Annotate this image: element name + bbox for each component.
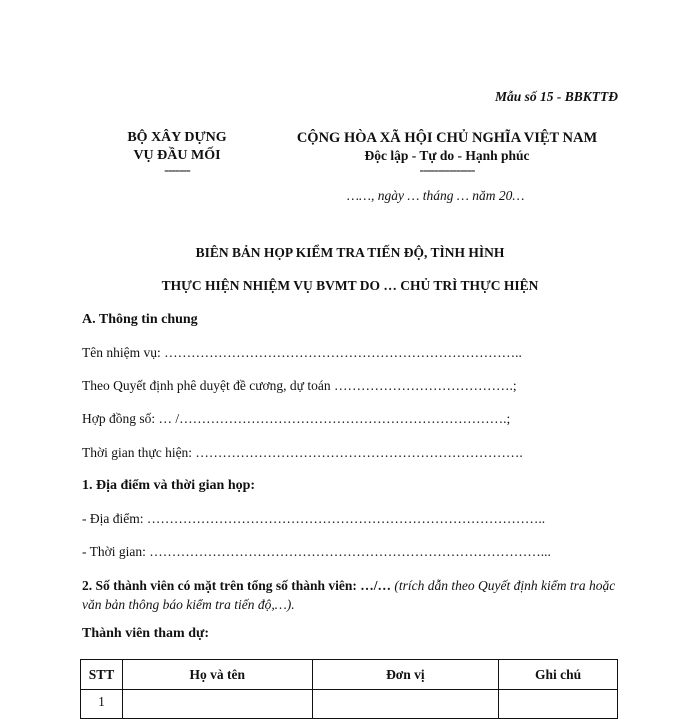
contract-line: Hợp đồng số: … /……………………………………………………………….; <box>82 411 511 426</box>
nation-header <box>282 129 612 177</box>
attendance-label: 2. Số thành viên có mặt trên tổng số thành viên <box>82 578 353 593</box>
header-unit: Đơn vị <box>312 660 499 690</box>
table-header-row <box>81 660 618 690</box>
date-line: ……, ngày … tháng … năm 20… <box>347 188 525 203</box>
cell-full-name <box>122 690 312 719</box>
cell-unit <box>312 690 499 719</box>
cell-note <box>499 690 618 719</box>
document-title-line-1: BIÊN BẢN HỌP KIỂM TRA TIẾN ĐỘ, TÌNH HÌNH <box>195 245 505 260</box>
members-table <box>80 659 618 719</box>
section-a-heading: A. Thông tin chung <box>82 312 198 327</box>
header-stt: STT <box>81 660 123 690</box>
time-line: - Thời gian: ……………………………………………………………………………... <box>82 544 551 559</box>
document-title-line-2: THỰC HIỆN NHIỆM VỤ BVMT DO … CHỦ TRÌ THỰC HIỆN <box>161 278 539 293</box>
duration-line: Thời gian thực hiện: ………………………………………………………………. <box>82 445 523 460</box>
members-heading: Thành viên tham dự: <box>82 626 210 641</box>
attendance-paragraph <box>82 576 622 614</box>
header-note: Ghi chú <box>499 660 618 690</box>
agency-header <box>107 129 247 177</box>
header-full-name: Họ và tên <box>122 660 312 690</box>
nation-motto: Độc lập - Tự do - Hạnh phúc <box>364 148 530 163</box>
agency-divider: ------- <box>164 163 190 178</box>
table-row <box>81 690 618 719</box>
task-name-line: Tên nhiệm vụ: …………………………………………………………………….. <box>82 345 522 360</box>
nation-name: CỘNG HÒA XÃ HỘI CHỦ NGHĨA VIỆT NAM <box>296 130 598 146</box>
meeting-place-time-heading: 1. Địa điểm và thời gian họp: <box>82 478 256 493</box>
ministry-name: BỘ XÂY DỰNG <box>127 130 227 145</box>
form-code: Mẫu số 15 - BBKTTĐ <box>494 89 618 104</box>
cell-stt: 1 <box>81 690 123 719</box>
location-line: - Địa điểm: …………………………………………………………………………….. <box>82 511 546 526</box>
department-name: VỤ ĐẦU MỐI <box>133 148 221 163</box>
nation-divider: --------------- <box>419 163 475 178</box>
decision-line: Theo Quyết định phê duyệt đề cương, dự toán ………………………………….; <box>82 378 517 393</box>
attendance-count: : …/… <box>352 578 392 593</box>
attendance-note: (trích dẫn theo Quyết định kiểm tra hoặc văn bản thông báo kiểm tra tiến độ,…). <box>82 578 616 612</box>
